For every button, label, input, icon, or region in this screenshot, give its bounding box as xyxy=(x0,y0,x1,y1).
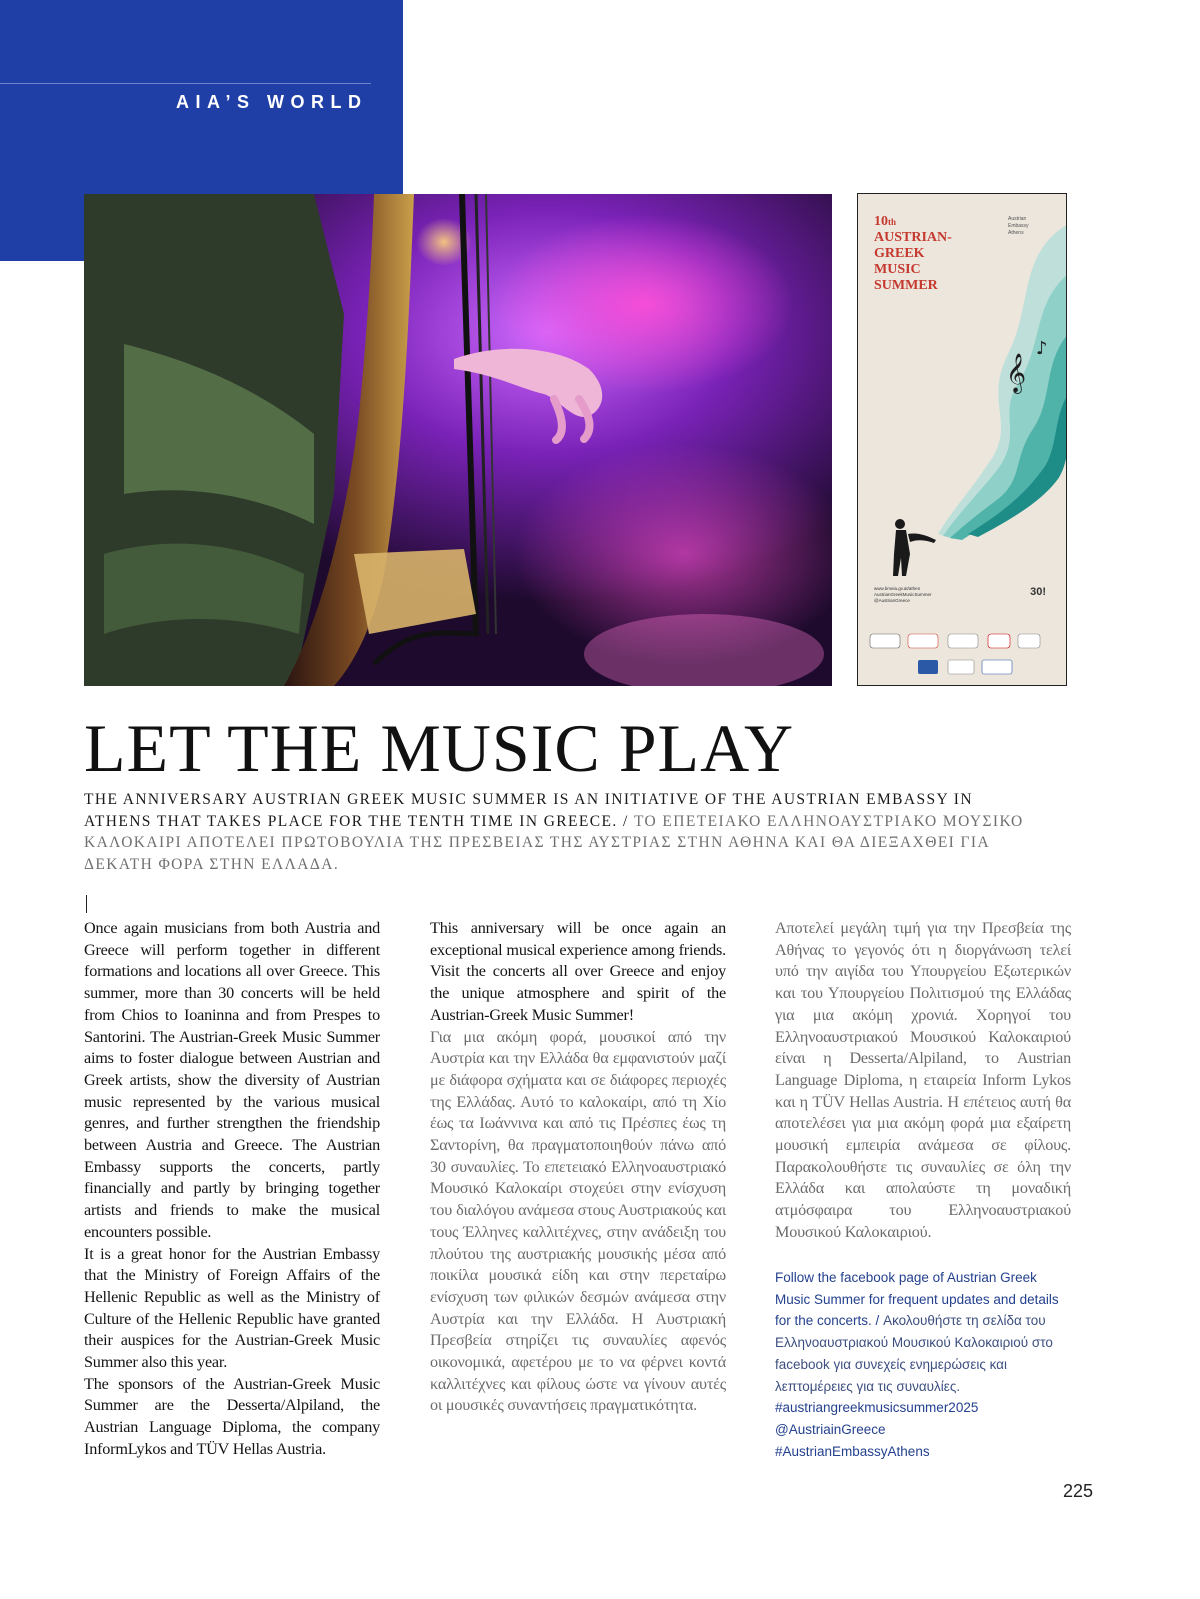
paragraph-greek: Για μια ακόμη φορά, μουσικοί από την Αυστρία και την Ελλάδα θα εμφανιστούν μαζί με διάφορα σχήματα και σε διάφορες περιοχές της Ελλάδας. Αυτό το καλοκαίρι, από τη Χίο έως τα Ιωάννινα και από τις Πρέσπες έως τη Σαντορίνη, θα πραγματοποιηθούν πάνω από 30 συναυλίες. Το επετειακό Ελληνοαυστριακό Μουσικό Καλοκαίρι στοχεύει στην ενίσχυση του διαλόγου ανάμεσα στους Αυστριακούς και τους Έλληνες καλλιτέχνες, στην ανάδειξη του πλούτου της αυστριακής μουσικής μέσα από ποικίλα μουσικά είδη και στην περεταίρω ενίσχυση των φιλικών δεσμών ανάμεσα στην Αυστρία και την Ελλάδα. Η Αυστριακή Πρεσβεία στηρίζει τις συναυλίες αφενός οικονομικά, αφετέρου με το να φέρνει κοντά καλλιτέχνες και φίλους ώστε να γίνουν αυτές οι μουσικές συναντήσεις πραγματικότητα. xyxy=(430,1027,726,1415)
section-rule xyxy=(0,83,371,84)
event-poster xyxy=(857,193,1067,686)
poster-title-line: GREEK xyxy=(874,246,925,261)
photo-illustration xyxy=(84,194,832,686)
embassy-logo-line: Embassy xyxy=(1008,223,1029,229)
poster-contact: www.bmeia.gv.at/athen xyxy=(874,586,921,591)
page-number: 225 xyxy=(1063,1481,1094,1501)
paragraph-greek: Αποτελεί μεγάλη τιμή για την Πρεσβεία της Αθήνας το γεγονός ότι η διοργάνωση τελεί υπό την αιγίδα του Υπουργείου Εξωτερικών και του Υπουργείου Πολιτισμού της Ελλάδας για μια ακόμη χρονιά. Χορηγοί του Ελληνοαυστριακού Μουσικού Καλοκαιριού είναι η Desserta/Alpiland, το Austrian Language Diploma, η εταιρεία Inform Lykos και η TÜV Hellas Austria. Η επέτειος αυτή θα αποτελέσει για μια ακόμη φορά μια εξαίρετη μουσική εμπειρία ανάμεσα σε φίλους. Παρακολουθήστε τις συναυλίες σε όλη την Ελλάδα και απολαύστε τη μοναδική ατμόσφαιρα του Ελληνοαυστριακού Μουσικού Καλοκαιριού. xyxy=(775,919,1071,1241)
poster-contact: @AustrianGreece xyxy=(874,598,910,603)
social-follow-block xyxy=(775,1267,1075,1462)
article-column-1 xyxy=(84,918,380,1461)
paragraph: It is a great honor for the Austrian Embassy that the Ministry of Foreign Affairs of the Hellenic Republic as well as the Ministry of Culture of the Hellenic Republic have granted their auspices for the Austrian-Greek Music Summer also this year. xyxy=(84,1244,380,1372)
follow-greek: Ακολουθήστε τη σελίδα του Ελληνοαυστριακού Μουσικού Καλοκαιριού στο facebook για συνεχείς ενημερώσεις και λεπτομέρειες για τις συναυλίες. xyxy=(775,1313,1053,1394)
poster-title-line: AUSTRIAN- xyxy=(874,230,952,245)
paragraph: Once again musicians from both Austria and Greece will perform together in different formations and locations all over Greece. This summer, more than 30 concerts will be held from Chios to Ioaninna and from Prespes to Santorini. The Austrian-Greek Music Summer aims to foster dialogue between Austrian and Greek artists, show the diversity of Austrian music represented by the various musical genres, and further strengthen the friendship between Austria and Greece. The Austrian Embassy supports the concerts, partly financially and partly by bringing together artists and friends to make the musical encounters possible. xyxy=(84,919,380,1241)
poster-title-line: MUSIC xyxy=(874,262,921,277)
hashtag-link[interactable]: #AustrianEmbassyAthens xyxy=(775,1443,930,1459)
article-column-2 xyxy=(430,918,726,1417)
embassy-logo-line: Austrian xyxy=(1008,216,1027,222)
paragraph: This anniversary will be once again an exceptional musical experience among friends. Visit the concerts all over Greece and enjoy the unique atmosphere and spirit of the Austrian-Greek Music Summer! xyxy=(430,919,726,1024)
treble-clef-icon: 𝄞 xyxy=(1006,353,1027,393)
poster-title xyxy=(874,214,984,294)
deck-greek: ΤΟ ΕΠΕΤΕΙΑΚΟ ΕΛΛΗΝΟΑΥΣΤΡΙΑΚΟ ΜΟΥΣΙΚΟ ΚΑΛΟΚΑΙΡΙ ΑΠΟΤΕΛΕΙ ΠΡΩΤΟΒΟΥΛΙΑ ΤΗΣ ΠΡΕΣΒΕΙΑΣ ΤΗΣ ΑΥΣΤΡΙΑΣ ΣΤΗΝ ΑΘΗΝΑ ΚΑΙ ΘΑ ΔΙΕΞΑΧΘΕΙ ΓΙΑ ΔΕΚΑΤΗ ΦΟΡΑ ΣΤΗΝ ΕΛΛΑΔΑ. xyxy=(84,812,1024,873)
embassy-logo xyxy=(1008,216,1052,237)
double-bass-photo xyxy=(84,194,832,686)
paragraph: The sponsors of the Austrian-Greek Music Summer are the Desserta/Alpiland, the Austrian Language Diploma, the company InformLykos and TÜV Hellas Austria. xyxy=(84,1374,380,1458)
article-headline: LET THE MUSIC PLAY xyxy=(84,710,795,786)
article-column-3 xyxy=(775,918,1071,1244)
music-note-icon: ♪ xyxy=(1036,338,1048,359)
anniversary-mark: 30! xyxy=(1030,586,1046,598)
section-label: AIA’S WORLD xyxy=(176,92,368,112)
follow-english: Follow the facebook page of Austrian Greek Music Summer for frequent updates and details for the concerts. / xyxy=(775,1270,1059,1329)
poster-contacts xyxy=(874,586,994,604)
poster-title-line: SUMMER xyxy=(874,278,938,293)
hashtag-link[interactable]: #austriangreekmusicsummer2025 xyxy=(775,1400,979,1416)
social-handle-link[interactable]: @AustriainGreece xyxy=(775,1421,886,1437)
poster-title-suffix: th xyxy=(888,217,897,227)
text-cursor-mark xyxy=(86,895,87,913)
embassy-logo-line: Athens xyxy=(1008,230,1024,236)
poster-contact: AustrianGreekMusicSummer xyxy=(874,592,932,597)
article-deck xyxy=(84,789,1044,875)
deck-english: THE ANNIVERSARY AUSTRIAN GREEK MUSIC SUMMER IS AN INITIATIVE OF THE AUSTRIAN EMBASSY IN ATHENS THAT TAKES PLACE FOR THE TENTH TIME IN GREECE. / xyxy=(84,791,973,830)
poster-title-number: 10 xyxy=(874,214,888,229)
